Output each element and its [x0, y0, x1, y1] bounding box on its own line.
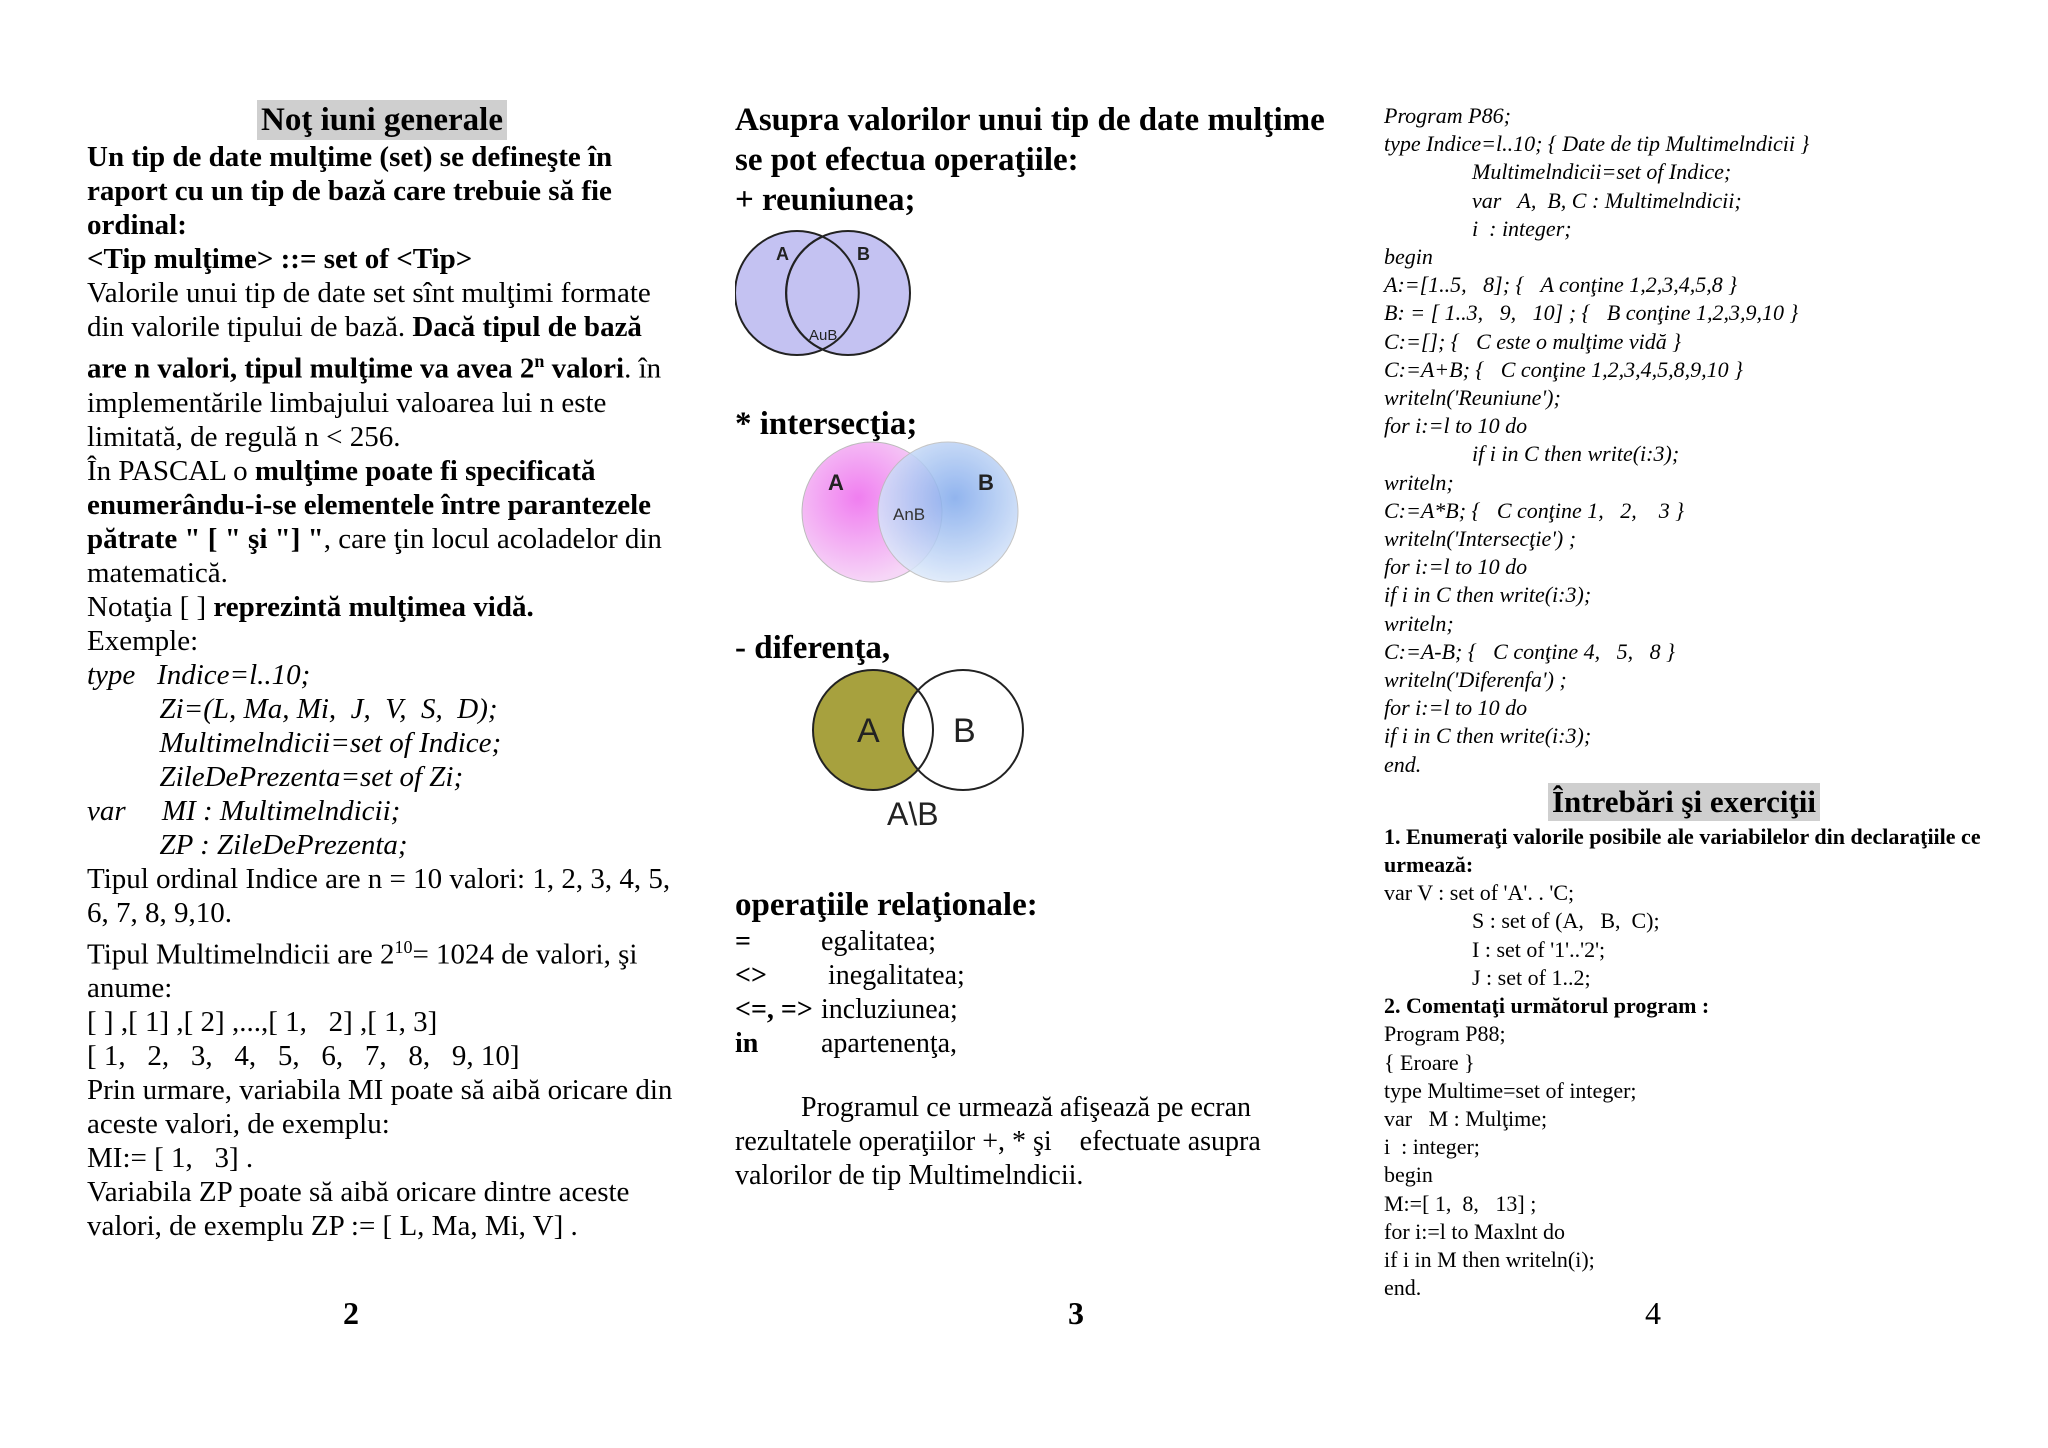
code-line: C:=[]; { C este o mulţime vidă }: [1384, 328, 1682, 354]
para-text: Tipul Multimelndicii are 2: [87, 938, 395, 971]
paragraph-pascal: [87, 454, 677, 590]
code-line: Multimelndicii=set of Indice;: [87, 726, 502, 759]
code-line: begin: [1384, 244, 1433, 270]
intersection-label-center: AnB: [893, 505, 926, 524]
intersection-label-a: A: [828, 470, 844, 495]
superscript: 10: [394, 936, 413, 957]
paragraph-zp: Variabila ZP poate să aibă oricare dintre aceste valori, de exemplu ZP := [ L, Ma, Mi, V] .: [87, 1176, 630, 1243]
code-line: A:=[1..5, 8]; { A conţine 1,2,3,4,5,8 }: [1384, 272, 1738, 298]
code-line: I : set of '1'..'2';: [1472, 936, 1606, 962]
code-line: writeln('Diferenfa') ;: [1384, 667, 1567, 693]
union-label: + reuniunea;: [735, 182, 916, 218]
code-line: ZileDePrezenta=set of Zi;: [87, 760, 464, 793]
code-line: writeln;: [1384, 610, 1454, 636]
example-assignment: MI:= [ 1, 3] .: [87, 1142, 254, 1175]
para-text: În PASCAL o: [87, 454, 255, 487]
para-bold: reprezintă mulţimea vidă.: [213, 590, 534, 623]
difference-caption: A\B: [887, 796, 939, 832]
superscript: n: [534, 351, 545, 371]
paragraph-count: [87, 930, 677, 1006]
page-2-heading: Noţ iuni generale: [257, 100, 507, 140]
code-line: var MI : Multimelndicii;: [87, 794, 401, 827]
paragraph-empty-set: [87, 590, 677, 624]
relational-section: [735, 885, 1335, 1193]
relational-row: [735, 1027, 1335, 1061]
intersection-venn-diagram: [800, 440, 1030, 590]
relational-operator: =: [735, 926, 751, 957]
page-2-column: [87, 100, 677, 1243]
question-2-code: [1384, 1020, 1984, 1302]
code-line: for i:=l to Maxlnt do: [1384, 1218, 1566, 1244]
page-3-column: [735, 100, 1335, 220]
examples-label: Exemple:: [87, 624, 199, 657]
code-line: var A, B, C : Multimelndicii;: [1472, 187, 1742, 213]
code-line: end.: [1384, 1275, 1422, 1301]
operations-heading: Asupra valorilor unui tip de date mulţime se pot efectua operaţiile:: [735, 102, 1325, 178]
union-label-center: AuB: [809, 327, 838, 344]
code-line: for i:=l to 10 do: [1384, 554, 1528, 580]
code-line: Zi=(L, Ma, Mi, J, V, S, D);: [87, 692, 498, 725]
relational-row: [735, 925, 1335, 959]
para-bold: valori: [544, 352, 625, 385]
para-text: , care ţin locul acoladelor din matematică.: [87, 522, 662, 589]
union-label-a: A: [776, 244, 789, 264]
difference-label-b: B: [953, 712, 976, 750]
code-line: if i in M then writeln(i);: [1384, 1246, 1595, 1272]
code-line: begin: [1384, 1162, 1433, 1188]
difference-label-a: A: [857, 712, 880, 750]
relational-description: egalitatea;: [821, 926, 937, 957]
code-line: end.: [1384, 751, 1422, 777]
values-line: [ ] ,[ 1] ,[ 2] ,...,[ 1, 2] ,[ 1, 3]: [87, 1006, 438, 1039]
syntax-line: <Tip mulţime> ::= set of <Tip>: [87, 243, 473, 275]
example-code: [87, 658, 677, 862]
code-line: i : integer;: [1472, 215, 1572, 241]
relational-description: apartenenţa,: [821, 1028, 958, 1059]
code-line: if i in C then write(i:3);: [1472, 441, 1680, 467]
code-line: var V : set of 'A'. . 'C;: [1384, 880, 1575, 906]
code-line: J : set of 1..2;: [1472, 964, 1591, 990]
code-line: ZP : ZileDePrezenta;: [87, 828, 408, 861]
code-line: for i:=l to 10 do: [1384, 695, 1528, 721]
code-line: type Multime=set of integer;: [1384, 1077, 1637, 1103]
intersection-label: * intersecţia;: [735, 406, 918, 442]
intersection-label-b: B: [978, 470, 994, 495]
question-2: 2. Comentaţi următorul program :: [1384, 993, 1710, 1019]
paragraph-consequence: Prin urmare, variabila MI poate să aibă oricare din aceste valori, de exemplu:: [87, 1074, 673, 1141]
union-label-b: B: [857, 244, 870, 264]
program-listing: [1384, 102, 1984, 779]
paragraph-ordinal: Tipul ordinal Indice are n = 10 valori: 1, 2, 3, 4, 5, 6, 7, 8, 9,10.: [87, 862, 671, 929]
relational-row: [735, 993, 1335, 1027]
question-1-code: [1384, 879, 1984, 992]
page-4-column: [1384, 102, 1984, 1302]
code-line: B: = [ 1..3, 9, 10] ; { B conţine 1,2,3,9,10 }: [1384, 300, 1799, 326]
relational-operator: <=, =>: [735, 994, 813, 1025]
paragraph-values: [87, 276, 677, 454]
question-1: 1. Enumeraţi valorile posibile ale variabilelor din declaraţiile ce urmează:: [1384, 823, 1981, 878]
page-number: 3: [1068, 1295, 1084, 1331]
para-bold: mulţime poate fi specificată enumerându-i-se elementele între parantezele pătrate " [ " şi "] ": [87, 454, 651, 555]
closing-paragraph: Programul ce urmează afişează pe ecran rezultatele operaţiilor +, * şi efectuate asupra valorilor de tip Multimelndicii.: [735, 1092, 1268, 1191]
code-line: Program P86;: [1384, 103, 1511, 128]
relational-heading: operaţiile relaţionale:: [735, 887, 1038, 923]
code-line: i : integer;: [1384, 1134, 1480, 1160]
relational-row: [735, 959, 1335, 993]
code-line: for i:=l to 10 do: [1384, 413, 1528, 439]
code-line: C:=A-B; { C conţine 4, 5, 8 }: [1384, 638, 1675, 664]
values-line: [ 1, 2, 3, 4, 5, 6, 7, 8, 9, 10]: [87, 1040, 520, 1073]
code-line: { Eroare }: [1384, 1049, 1475, 1075]
union-venn-diagram: [735, 225, 955, 375]
code-line: type Indice=l..10;: [87, 658, 311, 691]
code-line: M:=[ 1, 8, 13] ;: [1384, 1190, 1537, 1216]
intro-paragraph: Un tip de date mulţime (set) se defineşte în raport cu un tip de bază care trebuie să fie ordinal:: [87, 141, 613, 241]
page-number: 2: [343, 1295, 359, 1331]
code-line: if i in C then write(i:3);: [1384, 723, 1592, 749]
code-line: C:=A+B; { C conţine 1,2,3,4,5,8,9,10 }: [1384, 356, 1743, 382]
difference-venn-diagram: [805, 665, 1035, 845]
exercises-heading: Întrebări şi exerciţii: [1548, 783, 1820, 821]
relational-description: inegalitatea;: [821, 960, 965, 991]
code-line: type Indice=l..10; { Date de tip Multimelndicii }: [1384, 131, 1810, 157]
code-line: Program P88;: [1384, 1021, 1506, 1047]
para-text: = 1024 de valori, şi anume:: [87, 938, 638, 1005]
page-number: 4: [1645, 1295, 1661, 1331]
relational-operator: <>: [735, 960, 767, 991]
relational-description: incluziunea;: [821, 994, 958, 1025]
code-line: writeln;: [1384, 469, 1454, 495]
code-line: Multimelndicii=set of Indice;: [1472, 159, 1732, 185]
code-line: var M : Mulţime;: [1384, 1105, 1548, 1131]
code-line: writeln('Intersecţie') ;: [1384, 526, 1577, 552]
code-line: writeln('Reuniune');: [1384, 385, 1561, 411]
relational-operator: in: [735, 1028, 759, 1059]
para-text: . în implementările limbajului valoarea lui n este limitată, de regulă n < 256.: [87, 352, 662, 453]
difference-label: - diferenţa,: [735, 630, 891, 666]
para-text: Notaţia [ ]: [87, 590, 214, 623]
para-text: Valorile unui tip de date set sînt mulţimi formate din valorile tipului de bază.: [87, 277, 651, 343]
code-line: if i in C then write(i:3);: [1384, 582, 1592, 608]
code-line: C:=A*B; { C conţine 1, 2, 3 }: [1384, 497, 1685, 523]
para-bold: Dacă tipul de bază are n valori, tipul mulţime va avea 2: [87, 311, 642, 385]
code-line: S : set of (A, B, C);: [1472, 908, 1660, 934]
